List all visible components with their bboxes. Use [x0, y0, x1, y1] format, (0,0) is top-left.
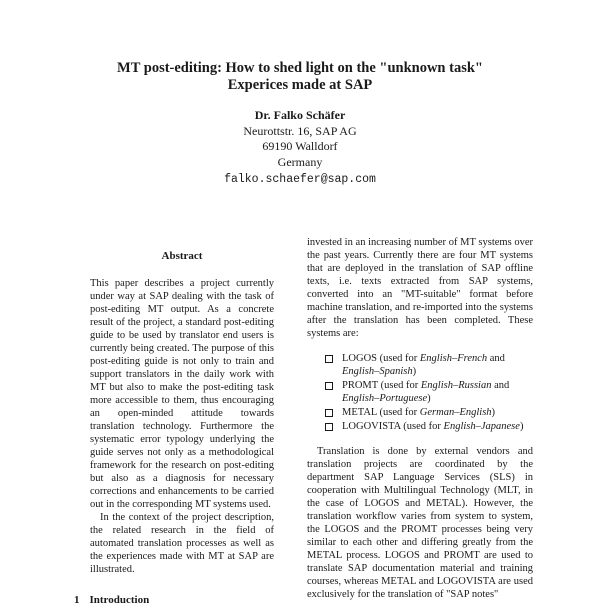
list-item: LOGOVISTA (used for English–Japanese): [325, 420, 533, 433]
title-line-1: MT post-editing: How to shed light on the "unknown task": [117, 60, 483, 76]
author-name: Dr. Falko Schäfer: [254, 108, 346, 122]
abstract-heading: Abstract: [161, 250, 203, 262]
section-title: Introduction: [89, 594, 150, 606]
list-item: LOGOS (used for English–French and English–Spanish): [325, 352, 533, 378]
abstract-paragraph-1: This paper describes a project currently under way at SAP dealing with the task of post-editing MT output. As a concrete result of the project, a standard post-editing guide to be used by translator end users is currently being created. The purpose of this post-editing guide is not only to train and support translators in the daily work with MT but also to make the post-editing task more accessible to them, thus encouraging an open-minded attitude towards translation technology. Furthermore the systematic error typology underlying the guide serves not only as a methodological framework for the research on post-editing but also as a diagnosis for necessary corrections and enhancements to be carried out in the corresponding MT systems used.: [90, 278, 274, 510]
right-column: [307, 236, 533, 601]
list-item: METAL (used for German–English): [325, 406, 533, 419]
body-paragraph-2: Translation is done by external vendors and translation projects are coordinated by the department SAP Language Services (SLS) in cooperation with Multilingual Technology (MLT, in the case of LOGOS and METAL). However, the translation workflow varies from system to system, the LOGOS and the PROMT processes being very similar to each other and differing greatly from the METAL process. LOGOS and PROMT are used to translate SAP documentation material and training courses, whereas METAL and LOGOVISTA are used exclusively for the translation of "SAP notes": [307, 446, 533, 600]
author-address-city: 69190 Walldorf: [262, 139, 338, 153]
abstract-paragraph-2: In the context of the project description, the related research in the field of automated translation processes as well as the experiences made with MT at SAP are illustrated.: [90, 512, 274, 575]
author-email[interactable]: falko.schaefer@sap.com: [224, 173, 376, 186]
mt-systems-list: [307, 352, 533, 433]
list-item: PROMT (used for English–Russian and English–Portuguese): [325, 379, 533, 405]
body-paragraph-1: invested in an increasing number of MT systems over the past years. Currently there are four MT systems that are deployed in the translation of SAP offline texts, i.e. texts extracted from SAP systems, converted into an "MT-suitable" format before machine translation, and re-imported into the systems after the translation has been completed. These systems are:: [307, 237, 533, 339]
checkbox-bullet-icon: [325, 409, 333, 417]
checkbox-bullet-icon: [325, 355, 333, 363]
checkbox-bullet-icon: [325, 382, 333, 390]
section-number: 1: [74, 594, 80, 606]
checkbox-bullet-icon: [325, 423, 333, 431]
paper-title: [60, 60, 540, 94]
author-address-street: Neurottstr. 16, SAP AG: [243, 123, 357, 138]
author-country: Germany: [277, 154, 323, 169]
left-column: [90, 250, 274, 576]
section-heading-introduction: [74, 594, 149, 606]
author-block: [160, 108, 440, 188]
title-line-2: Experices made at SAP: [227, 77, 373, 93]
